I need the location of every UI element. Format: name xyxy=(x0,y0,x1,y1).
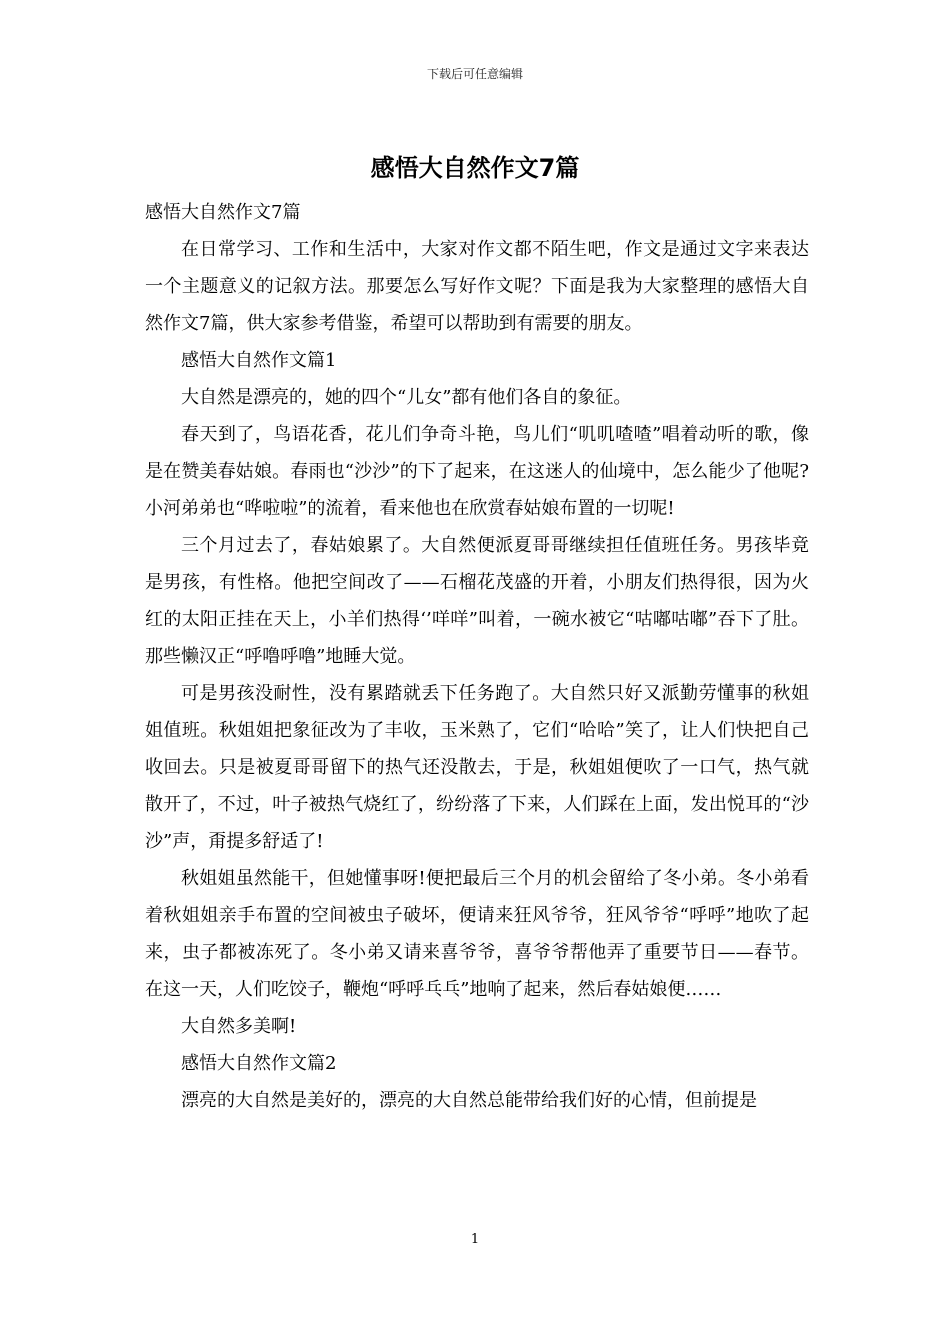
page-header: 下载后可任意编辑 xyxy=(426,67,523,81)
paragraph: 大自然是漂亮的，她的四个“儿女”都有他们各自的象征。 xyxy=(181,387,632,408)
paragraph: 漂亮的大自然是美好的，漂亮的大自然总能带给我们好的心情，但前提是 xyxy=(181,1090,757,1111)
document-title: 感悟大自然作文7篇 xyxy=(370,154,580,182)
paragraph: 春天到了，鸟语花香，花儿们争奇斗艳，鸟儿们“叽叽喳喳”唱着动听的歌，像是在赞美春姑娘。春雨也“沙沙”的下了起来，在这迷人的仙境中，怎么能少了他呢?小河弟弟也“哗啦啦”的流着，看来他也在欣赏春姑娘布置的一切呢! xyxy=(145,424,809,519)
paragraph: 大自然多美啊! xyxy=(181,1016,297,1037)
section-heading: 感悟大自然作文篇1 xyxy=(181,350,337,371)
paragraph: 可是男孩没耐性，没有累踏就丢下任务跑了。大自然只好又派勤劳懂事的秋姐姐值班。秋姐姐把象征改为了丰收，玉米熟了，它们“哈哈”笑了，让人们快把自己收回去。只是被夏哥哥留下的热气还没散去，于是，秋姐姐便吹了一口气，热气就散开了，不过，叶子被热气烧红了，纷纷落了下来，人们踩在上面，发出悦耳的“沙沙”声，甭提多舒适了! xyxy=(145,683,809,852)
document-body xyxy=(145,194,809,1119)
section-heading: 感悟大自然作文篇2 xyxy=(181,1053,337,1074)
paragraph: 三个月过去了，春姑娘累了。大自然便派夏哥哥继续担任值班任务。男孩毕竟是男孩，有性格。他把空间改了——石榴花茂盛的开着，小朋友们热得很，因为火红的太阳正挂在天上，小羊们热得‘’咩咩”叫着，一碗水被它“咕嘟咕嘟”吞下了肚。那些懒汉正“呼噜呼噜”地睡大觉。 xyxy=(145,535,809,667)
subtitle-paragraph: 感悟大自然作文7篇 xyxy=(145,202,301,223)
intro-paragraph: 在日常学习、工作和生活中，大家对作文都不陌生吧，作文是通过文字来表达一个主题意义的记叙方法。那要怎么写好作文呢？下面是我为大家整理的感悟大自然作文7篇，供大家参考借鉴，希望可以帮助到有需要的朋友。 xyxy=(145,239,809,334)
page-number: 1 xyxy=(470,1232,480,1247)
paragraph: 秋姐姐虽然能干，但她懂事呀!便把最后三个月的机会留给了冬小弟。冬小弟看着秋姐姐亲手布置的空间被虫子破坏，便请来狂风爷爷，狂风爷爷“呼呼”地吹了起来，虫子都被冻死了。冬小弟又请来喜爷爷，喜爷爷帮他弄了重要节日——春节。在这一天，人们吃饺子，鞭炮“呼呼乓乓”地响了起来，然后春姑娘便…… xyxy=(145,868,809,1000)
